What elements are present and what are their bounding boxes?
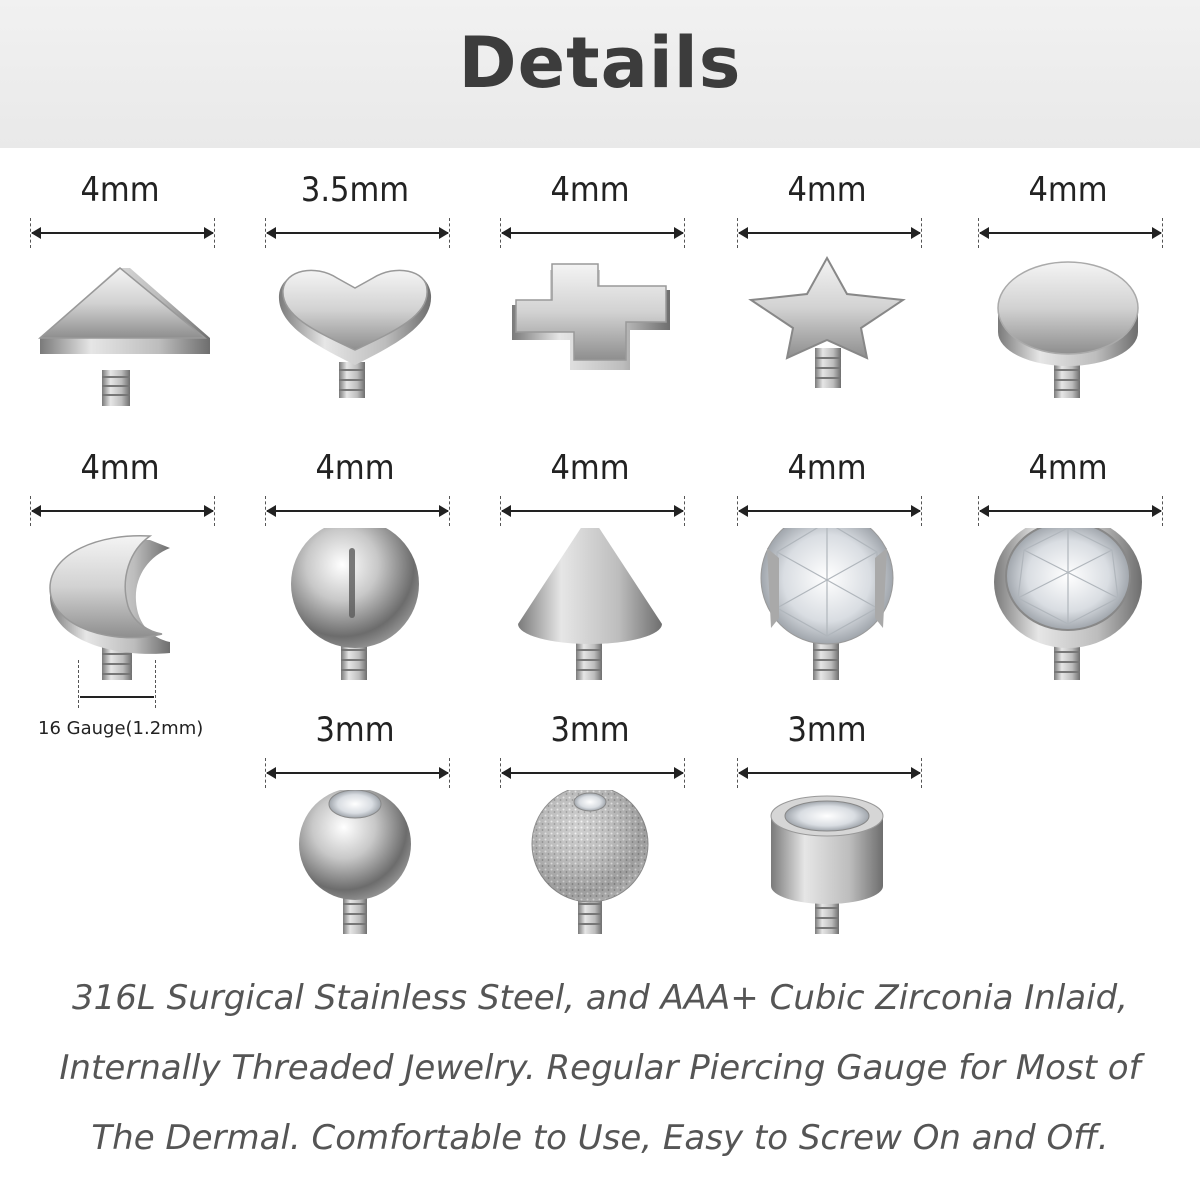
measure-line <box>500 758 685 790</box>
size-label: 4mm <box>315 448 395 488</box>
gem-cylinder-stud-icon <box>727 790 927 960</box>
size-label: 4mm <box>787 448 867 488</box>
item-star <box>727 170 927 430</box>
measure-line <box>500 218 685 250</box>
item-bezel-gem <box>968 448 1168 708</box>
bezel-gem-stud-icon <box>968 528 1168 698</box>
measure-line <box>500 496 685 528</box>
item-cross <box>490 170 690 430</box>
heart-stud-icon <box>255 250 455 420</box>
size-label: 3mm <box>315 710 395 750</box>
description-line-1: 316L Surgical Stainless Steel, and AAA+ Cubic Zirconia Inlaid, <box>72 978 1128 1018</box>
flat-disc-stud-icon <box>968 250 1168 420</box>
item-gem-cylinder <box>727 710 927 970</box>
measure-line <box>737 218 922 250</box>
gauge-measure-line <box>78 660 156 710</box>
size-label: 4mm <box>787 170 867 210</box>
measure-line <box>737 496 922 528</box>
ball-stud-icon <box>255 528 455 698</box>
measure-line <box>978 496 1163 528</box>
item-prong-gem <box>727 448 927 708</box>
sparkle-ball-stud-icon <box>490 790 690 960</box>
gauge-label: 16 Gauge(1.2mm) <box>38 718 204 739</box>
item-spike <box>490 448 690 708</box>
item-flat-disc <box>968 170 1168 430</box>
description-line-2: Internally Threaded Jewelry. Regular Piercing Gauge for Most of <box>59 1048 1141 1088</box>
size-label: 3.5mm <box>300 170 410 210</box>
size-label: 3mm <box>550 710 630 750</box>
gem-ball-stud-icon <box>255 790 455 960</box>
spike-stud-icon <box>490 528 690 698</box>
item-triangle <box>20 170 220 430</box>
item-sparkle-ball <box>490 710 690 970</box>
star-stud-icon <box>727 250 927 420</box>
size-label: 3mm <box>787 710 867 750</box>
item-ball <box>255 448 455 708</box>
page-title: Details <box>458 22 742 104</box>
cross-stud-icon <box>490 250 690 420</box>
size-label: 4mm <box>550 448 630 488</box>
size-label: 4mm <box>80 448 160 488</box>
measure-line <box>978 218 1163 250</box>
prong-gem-stud-icon <box>727 528 927 698</box>
size-label: 4mm <box>80 170 160 210</box>
item-heart <box>255 170 455 430</box>
measure-line <box>737 758 922 790</box>
size-label: 4mm <box>550 170 630 210</box>
measure-line <box>30 218 215 250</box>
description-line-3: The Dermal. Comfortable to Use, Easy to Screw On and Off. <box>91 1118 1109 1158</box>
item-gem-ball <box>255 710 455 970</box>
header-banner <box>0 0 1200 148</box>
measure-line <box>30 496 215 528</box>
measure-line <box>265 496 450 528</box>
measure-line <box>265 758 450 790</box>
measure-line <box>265 218 450 250</box>
triangle-stud-icon <box>20 250 220 420</box>
size-label: 4mm <box>1028 448 1108 488</box>
size-label: 4mm <box>1028 170 1108 210</box>
